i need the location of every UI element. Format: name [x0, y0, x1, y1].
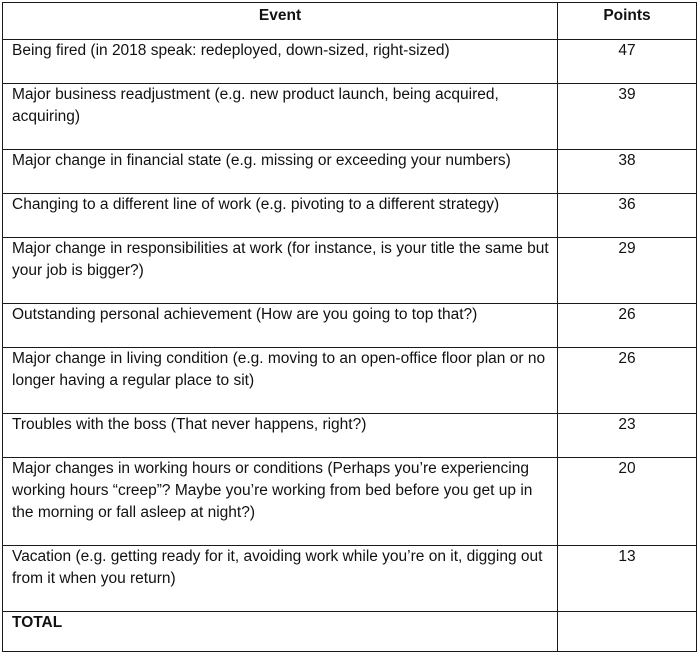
table-row	[3, 84, 697, 150]
table-row	[3, 458, 697, 546]
points-cell: 39	[558, 84, 697, 150]
event-cell: Being fired (in 2018 speak: redeployed, down-sized, right-sized)	[3, 40, 558, 84]
event-cell: Troubles with the boss (That never happens, right?)	[3, 414, 558, 458]
table-row	[3, 194, 697, 238]
table-row	[3, 40, 697, 84]
points-cell: 20	[558, 458, 697, 546]
event-cell: Outstanding personal achievement (How are you going to top that?)	[3, 304, 558, 348]
points-cell: 26	[558, 304, 697, 348]
event-cell: Changing to a different line of work (e.g. pivoting to a different strategy)	[3, 194, 558, 238]
points-cell: 38	[558, 150, 697, 194]
table-row	[3, 238, 697, 304]
points-cell: 29	[558, 238, 697, 304]
event-cell: Major change in financial state (e.g. missing or exceeding your numbers)	[3, 150, 558, 194]
total-label: TOTAL	[3, 612, 558, 652]
points-cell: 26	[558, 348, 697, 414]
table-row	[3, 414, 697, 458]
points-cell: 47	[558, 40, 697, 84]
points-cell: 36	[558, 194, 697, 238]
table-row	[3, 348, 697, 414]
table-row	[3, 304, 697, 348]
event-cell: Major change in living condition (e.g. moving to an open-office floor plan or no longer having a regular place to sit)	[3, 348, 558, 414]
event-cell: Major changes in working hours or conditions (Perhaps you’re experiencing working hours “creep”? Maybe you’re working from bed before you get up in the morning or fall asleep at night?)	[3, 458, 558, 546]
column-header-points: Points	[558, 3, 697, 40]
total-row	[3, 612, 697, 652]
column-header-event: Event	[3, 3, 558, 40]
points-cell: 23	[558, 414, 697, 458]
table-row	[3, 150, 697, 194]
points-cell: 13	[558, 546, 697, 612]
event-cell: Major change in responsibilities at work (for instance, is your title the same but your job is bigger?)	[3, 238, 558, 304]
total-points-cell	[558, 612, 697, 652]
event-cell: Major business readjustment (e.g. new product launch, being acquired, acquiring)	[3, 84, 558, 150]
table-row	[3, 546, 697, 612]
event-cell: Vacation (e.g. getting ready for it, avoiding work while you’re on it, digging out from it when you return)	[3, 546, 558, 612]
stress-events-table	[2, 2, 697, 652]
table-header-row	[3, 3, 697, 40]
